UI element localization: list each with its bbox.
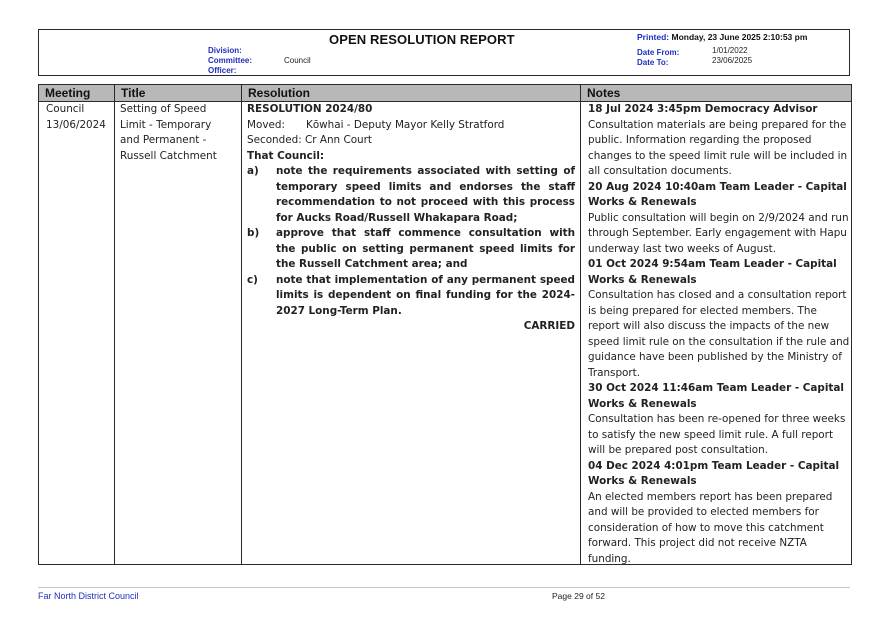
column-divider <box>241 85 242 564</box>
date-to-label: Date To: <box>637 58 669 67</box>
date-from-value: 1/01/2022 <box>712 46 748 55</box>
item-letter: c) <box>247 273 258 286</box>
committee-value: Council <box>284 56 311 65</box>
committee-label: Committee: <box>208 56 253 65</box>
note-body: An elected members report has been prepared and will be provided to elected members for consideration of how to move this catchment forward. This project did not receive NZTA funding. <box>588 490 833 565</box>
report-filters <box>208 46 311 76</box>
meeting-name: Council <box>46 103 85 115</box>
division-label: Division: <box>208 46 242 55</box>
note-body: Consultation has closed and a consultation report is being prepared for elected members. The report will also discuss the impacts of the new speed limit rule on the consultation if the rule and guidance have been published by the Ministry of Transport. <box>588 289 850 379</box>
note-heading: 04 Dec 2024 4:01pm Team Leader - Capital Works & Renewals <box>588 459 840 487</box>
resolution-number: RESOLUTION 2024/80 <box>247 103 373 115</box>
printed-label: Printed: <box>637 32 670 42</box>
item-text: approve that staff commence consultation with the public on setting permanent speed limits for the Russell Catchment area; and <box>276 227 575 270</box>
report-header <box>38 29 850 76</box>
item-text: note the requirements associated with setting of temporary speed limits and endorses the staff recommendation to not proceed with this process for Aucks Road/Russell Whakapara Road; <box>276 165 575 224</box>
moved-line <box>247 118 575 134</box>
note-heading: 18 Jul 2024 3:45pm Democracy Advisor <box>588 103 818 115</box>
seconded-line: Seconded: Cr Ann Court <box>247 134 372 146</box>
resolution-table <box>38 84 852 565</box>
title-line: Russell Catchment <box>120 149 217 162</box>
resolution-item <box>247 226 575 273</box>
column-divider <box>114 85 115 564</box>
date-from-label: Date From: <box>637 48 680 57</box>
note-body: Public consultation will begin on 2/9/2024 and run through September. Early engagement with Hapu underway last two weeks of August. <box>588 211 849 255</box>
item-letter: a) <box>247 165 259 177</box>
report-dates <box>637 32 849 66</box>
report-title: OPEN RESOLUTION REPORT <box>329 32 515 47</box>
date-to-value: 23/06/2025 <box>712 56 753 65</box>
resolution-cell <box>247 102 575 335</box>
printed-value: Monday, 23 June 2025 2:10:53 pm <box>671 32 808 42</box>
carried-label: CARRIED <box>523 320 575 332</box>
title-line: Setting of Speed <box>120 103 207 115</box>
moved-value: Kōwhai - Deputy Mayor Kelly Stratford <box>306 118 505 131</box>
note-heading: 30 Oct 2024 11:46am Team Leader - Capital Works & Renewals <box>588 382 844 410</box>
that-council: That Council: <box>247 149 325 162</box>
note-body: Consultation materials are being prepared for the public. Information regarding the proposed changes to the speed limit rule will be included in all consultation documents. <box>588 118 848 177</box>
notes-cell <box>588 102 850 567</box>
meeting-date: 13/06/2024 <box>46 118 106 131</box>
footer-page-number: Page 29 of 52 <box>552 591 605 601</box>
column-divider <box>580 85 581 564</box>
item-text: note that implementation of any permanent speed limits is dependent on final funding for the 2024-2027 Long-Term Plan. <box>276 273 575 317</box>
header-resolution: Resolution <box>242 85 580 102</box>
officer-label: Officer: <box>208 66 237 75</box>
note-heading: 20 Aug 2024 10:40am Team Leader - Capital Works & Renewals <box>588 180 847 208</box>
header-title: Title <box>115 85 241 102</box>
footer-divider <box>38 587 850 588</box>
resolution-item <box>247 273 575 320</box>
note-heading: 01 Oct 2024 9:54am Team Leader - Capital Works & Renewals <box>588 258 837 286</box>
header-meeting: Meeting <box>39 85 114 102</box>
resolution-item <box>247 164 575 226</box>
title-line: Limit - Temporary <box>120 118 212 131</box>
meeting-cell <box>46 102 114 133</box>
header-notes: Notes <box>581 85 851 102</box>
title-line: and Permanent - <box>120 134 207 146</box>
item-letter: b) <box>247 227 260 239</box>
footer-org: Far North District Council <box>38 591 139 601</box>
note-body: Consultation has been re-opened for three weeks to satisfy the new speed limit rule. A full report will be prepared post consultation. <box>588 413 846 456</box>
moved-label: Moved: <box>247 118 285 131</box>
title-cell <box>120 102 238 164</box>
